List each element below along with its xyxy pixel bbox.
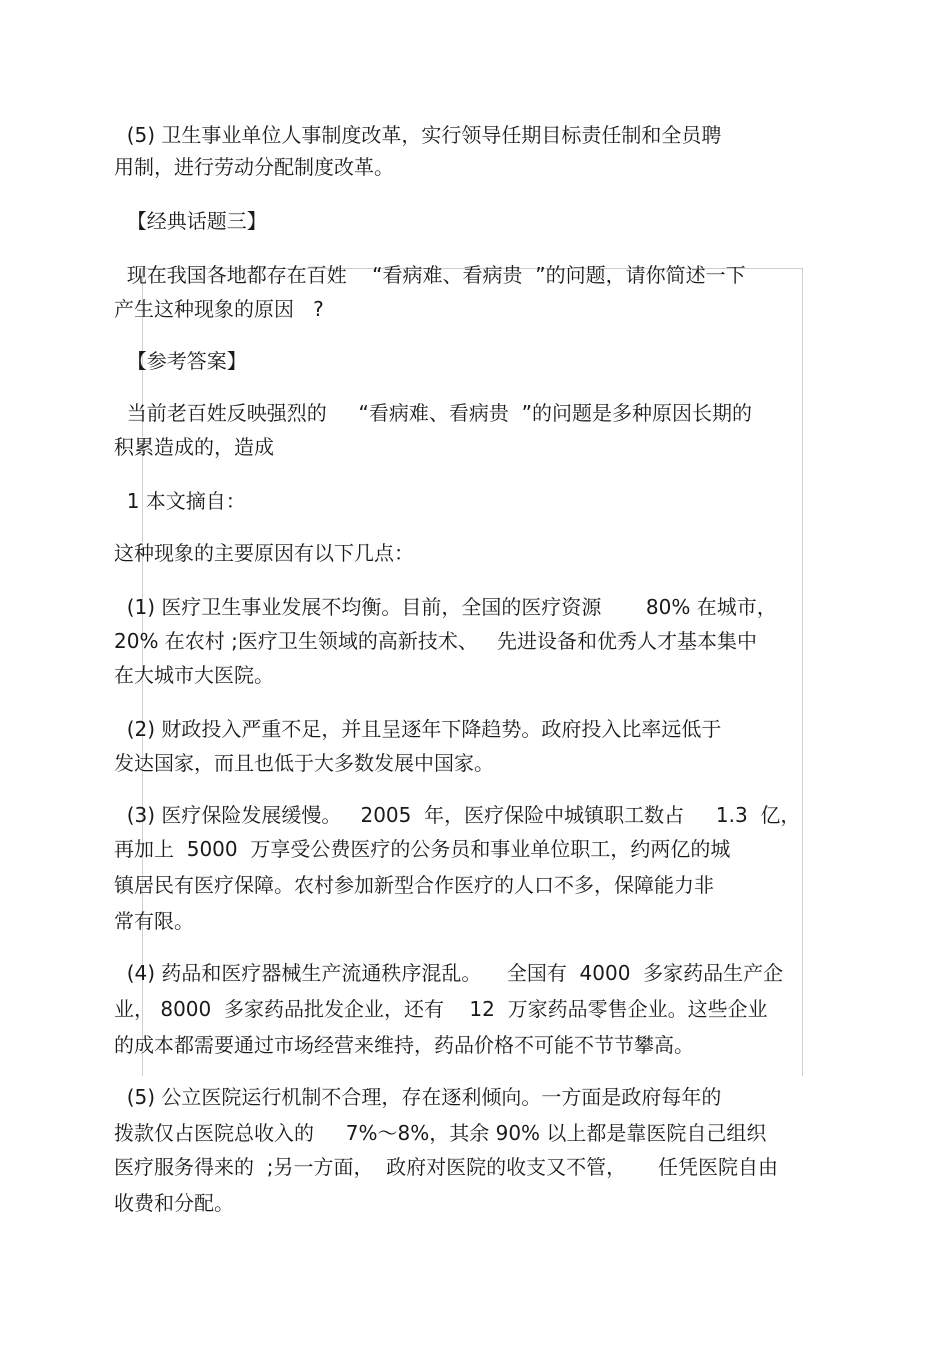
text-line: (1) 医疗卫生事业发展不均衡。目前，全国的医疗资源 80% 在城市，: [114, 595, 777, 619]
text-line: 业， 8000 多家药品批发企业，还有 12 万家药品零售企业。这些企业: [114, 997, 768, 1021]
text-line: 20% 在农村 ;医疗卫生领域的高新技术、 先进设备和优秀人才基本集中: [114, 629, 757, 653]
frame-right-border: [802, 268, 803, 1076]
text-line: (4) 药品和医疗器械生产流通秩序混乱。 全国有 4000 多家药品生产企: [114, 961, 784, 985]
section-heading: 【经典话题三】: [114, 209, 267, 233]
text-line: 再加上 5000 万享受公费医疗的公务员和事业单位职工，约两亿的城: [114, 837, 731, 861]
text-line: 在大城市大医院。: [114, 663, 274, 687]
text-line: 用制，进行劳动分配制度改革。: [114, 155, 394, 179]
text-line: 镇居民有医疗保障。农村参加新型合作医疗的人口不多，保障能力非: [114, 873, 714, 897]
answer-heading: 【参考答案】: [114, 349, 247, 373]
text-line: 这种现象的主要原因有以下几点：: [114, 541, 414, 565]
question-line: 产生这种现象的原因 ?: [114, 297, 324, 321]
text-line: 积累造成的，造成: [114, 435, 274, 459]
question-line: 现在我国各地都存在百姓 “看病难、看病贵 ”的问题，请你简述一下: [114, 263, 746, 287]
source-note: 1 本文摘自：: [114, 489, 246, 513]
text-line: 拨款仅占医院总收入的 7%～8%，其余 90% 以上都是靠医院自己组织: [114, 1121, 767, 1145]
text-line: 收费和分配。: [114, 1191, 234, 1215]
text-line: 发达国家，而且也低于大多数发展中国家。: [114, 751, 494, 775]
text-line: (2) 财政投入严重不足，并且呈逐年下降趋势。政府投入比率远低于: [114, 717, 722, 741]
text-line: 常有限。: [114, 909, 194, 933]
text-line: (5) 卫生事业单位人事制度改革，实行领导任期目标责任制和全员聘: [114, 123, 722, 147]
text-line: (3) 医疗保险发展缓慢。 2005 年，医疗保险中城镇职工数占 1.3 亿，: [114, 803, 801, 827]
text-line: 的成本都需要通过市场经营来维持，药品价格不可能不节节攀高。: [114, 1033, 694, 1057]
text-line: (5) 公立医院运行机制不合理，存在逐利倾向。一方面是政府每年的: [114, 1085, 722, 1109]
text-line: 医疗服务得来的 ;另一方面， 政府对医院的收支又不管， 任凭医院自由: [114, 1155, 778, 1179]
text-line: 当前老百姓反映强烈的 “看病难、看病贵 ”的问题是多种原因长期的: [114, 401, 752, 425]
